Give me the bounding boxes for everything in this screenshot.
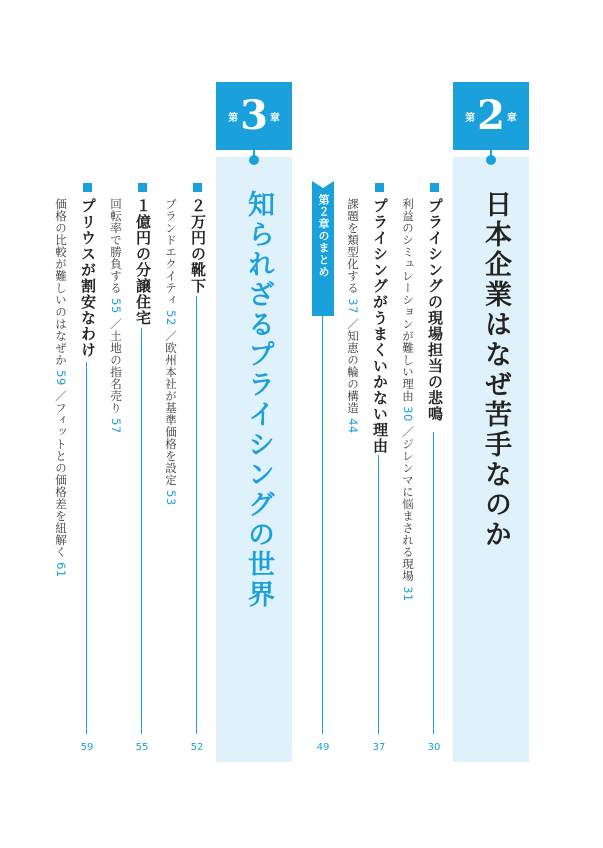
subtopic-text: ／知恵の輪の構造 <box>346 317 360 414</box>
section-page-number: 55 <box>135 742 149 753</box>
chapter-prefix: 第 <box>228 112 239 124</box>
subtopic-text: ／土地の指名売り <box>109 317 123 414</box>
subtopic-text: ブランドエクイティ <box>164 198 178 306</box>
chapter-3-title: 知られざるプライシングの世界 <box>243 190 274 610</box>
section-leader-line <box>196 296 197 734</box>
chapter-3-dot <box>249 155 259 165</box>
summary-tab-notch <box>312 181 334 188</box>
section-subtopics <box>345 198 360 458</box>
subtopic-page: 31 <box>401 586 415 602</box>
chapter-suffix: 章 <box>269 112 280 124</box>
summary-label: 第２章のまとめ <box>317 194 330 278</box>
section-marker <box>375 183 384 192</box>
chapter-suffix: 章 <box>506 112 517 124</box>
chapter-2-title: 日本企業はなぜ苦手なのか <box>480 190 511 550</box>
section-marker <box>138 183 147 192</box>
subtopic-page: 30 <box>401 406 415 422</box>
section-page-number: 52 <box>190 742 204 753</box>
summary-leader-line <box>322 316 323 734</box>
chapter-3-badge <box>216 82 292 150</box>
chapter-number: 2 <box>477 92 505 139</box>
section-marker <box>193 183 202 192</box>
chapter-prefix: 第 <box>465 112 476 124</box>
subtopic-text: 課題を類型化する <box>346 198 360 294</box>
subtopic-text: ／フィットとの価格差を紐解く <box>54 389 68 558</box>
subtopic-page: 55 <box>109 298 123 314</box>
chapter-2-badge <box>453 82 529 150</box>
section-leader-line <box>433 432 434 734</box>
section-subtopics <box>53 198 68 618</box>
subtopic-text: 価格の比較が難しいのはなぜか <box>54 198 68 366</box>
section-subtopics <box>400 198 415 602</box>
section-title: プライシングの現場担当の悲鳴 <box>426 198 444 422</box>
subtopic-text: ／ジレンマに悩まされる現場 <box>401 425 415 582</box>
section-title: プリウスが割安なわけ <box>79 198 97 358</box>
chapter-2-dot <box>486 155 496 165</box>
section-leader-line <box>141 328 142 734</box>
subtopic-page: 61 <box>54 562 68 578</box>
section-leader-line <box>86 362 87 734</box>
subtopic-text: ／欧州本社が基準価格を設定 <box>164 329 178 486</box>
subtopic-page: 52 <box>164 310 178 326</box>
chapter-number: 3 <box>240 92 268 139</box>
section-page-number: 37 <box>372 742 386 753</box>
section-subtopics <box>108 198 123 458</box>
subtopic-text: 利益のシミュレーションが難しい理由 <box>401 198 415 402</box>
section-page-number: 59 <box>80 742 94 753</box>
summary-page-number: 49 <box>316 742 330 753</box>
section-marker <box>430 183 439 192</box>
subtopic-text: 回転率で勝負する <box>109 198 123 294</box>
section-leader-line <box>378 455 379 734</box>
section-title: プライシングがうまくいかない理由 <box>371 198 389 454</box>
subtopic-page: 44 <box>346 418 360 434</box>
section-title: １億円の分譲住宅 <box>134 198 152 326</box>
subtopic-page: 59 <box>54 370 68 386</box>
section-page-number: 30 <box>427 742 441 753</box>
subtopic-page: 37 <box>346 298 360 314</box>
section-marker <box>83 183 92 192</box>
subtopic-page: 53 <box>164 490 178 506</box>
section-subtopics <box>163 198 178 528</box>
section-title: ２万円の靴下 <box>189 198 207 294</box>
subtopic-page: 57 <box>109 418 123 434</box>
